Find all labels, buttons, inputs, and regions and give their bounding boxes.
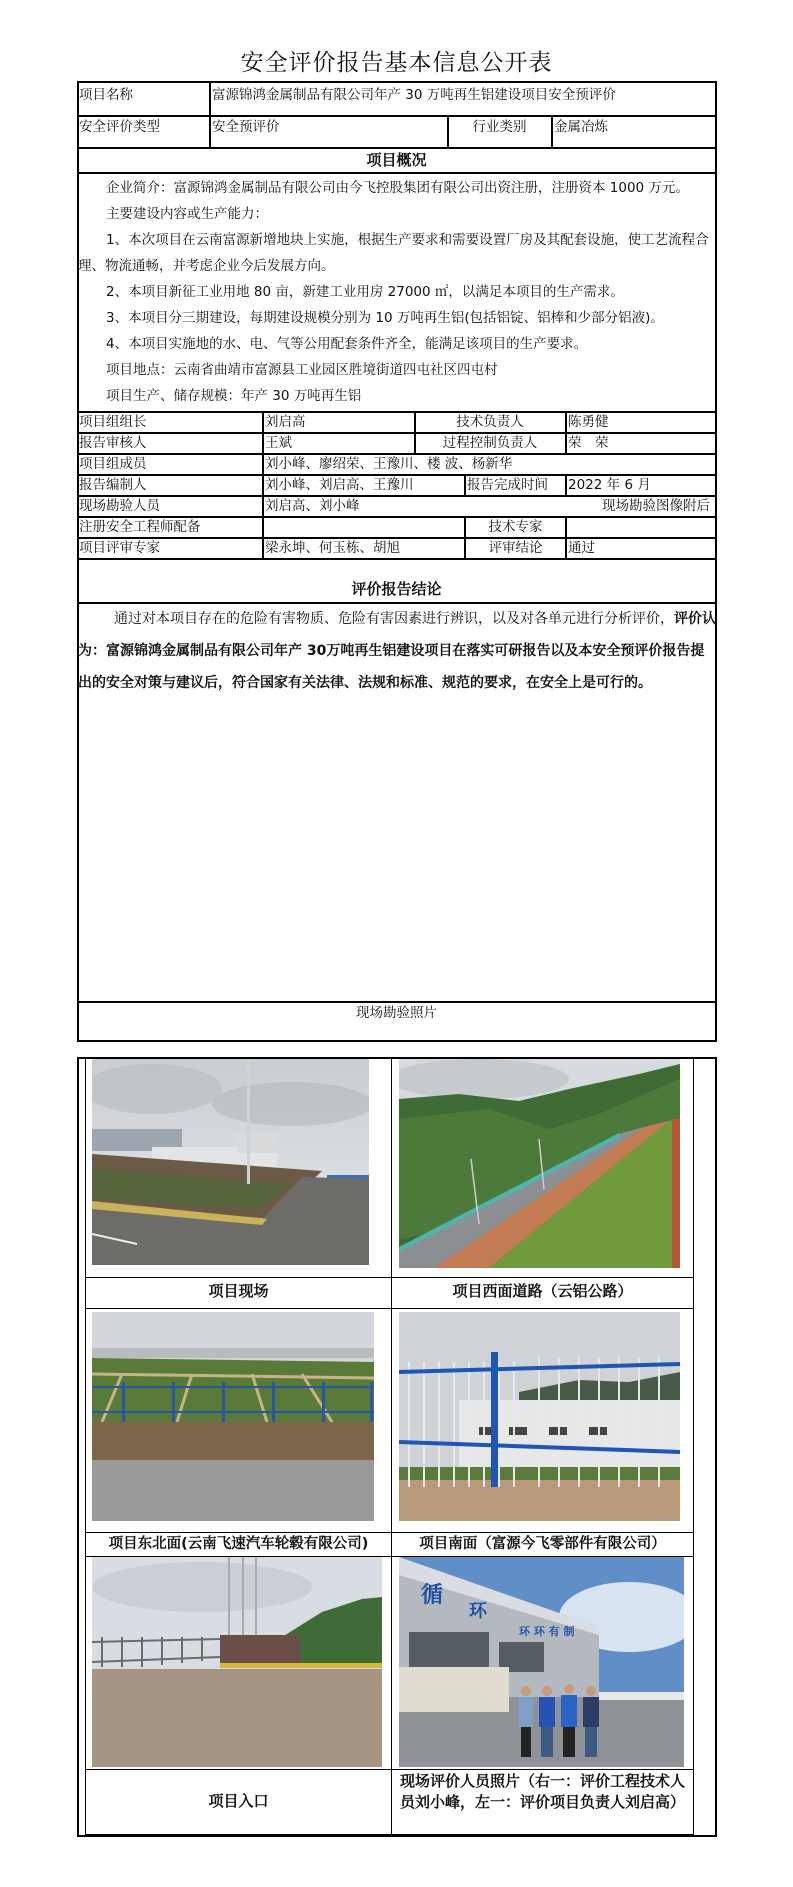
process-ctrl-value: 荣 荣 bbox=[568, 435, 609, 451]
photos-heading: 现场勘验照片 bbox=[356, 1005, 437, 1021]
leader-value: 刘启高 bbox=[265, 414, 306, 430]
reviewer-label: 报告审核人 bbox=[79, 435, 147, 451]
photo-caption: 项目现场 bbox=[208, 1282, 269, 1300]
project-name-value: 富源锦鸿金属制品有限公司年产 30 万吨再生铝建设项目安全预评价 bbox=[212, 87, 616, 103]
site-staff-value: 刘启高、刘小峰 bbox=[265, 498, 360, 514]
conclusion-body bbox=[78, 603, 716, 699]
industry-value: 金属冶炼 bbox=[554, 119, 608, 135]
completion-label: 报告完成时间 bbox=[467, 477, 548, 493]
overview-paragraph: 主要建设内容或生产能力： bbox=[106, 206, 268, 222]
photo-caption: 项目南面（富源今飞零部件有限公司） bbox=[419, 1536, 666, 1552]
completion-value: 2022 年 6 月 bbox=[568, 477, 651, 493]
conclusion-text: 通过对本项目存在的危险有害物质、危险有害因素进行辨识，以及对各单元进行分析评价， bbox=[114, 611, 674, 627]
review-result-label: 评审结论 bbox=[488, 540, 543, 556]
overview-body bbox=[78, 175, 715, 409]
review-result-value: 通过 bbox=[568, 540, 595, 556]
photo-staff bbox=[399, 1557, 684, 1767]
engineer-label: 注册安全工程师配备 bbox=[79, 519, 201, 535]
project-name-label: 项目名称 bbox=[79, 87, 133, 103]
overview-paragraph: 项目地点：云南省曲靖市富源县工业园区胜境街道四屯社区四屯村 bbox=[106, 362, 498, 378]
industry-label: 行业类别 bbox=[472, 119, 527, 135]
reviewer-value: 王斌 bbox=[265, 435, 292, 451]
overview-paragraph: 企业简介：富源锦鸿金属制品有限公司由今飞控股集团有限公司出资注册，注册资本 1000 万元。 bbox=[106, 180, 689, 196]
compiler-label: 报告编制人 bbox=[79, 477, 147, 493]
photo-caption: 现场评价人员照片（右一：评价工程技术人员刘小峰，左一：评价项目负责人刘启高） bbox=[399, 1772, 685, 1811]
members-label: 项目组成员 bbox=[79, 456, 147, 472]
overview-paragraph: 4、本项目实施地的水、电、气等公用配套条件齐全，能满足该项目的生产要求。 bbox=[106, 336, 588, 352]
review-experts-label: 项目评审专家 bbox=[79, 540, 160, 556]
site-images-note: 现场勘验图像附后 bbox=[602, 498, 710, 514]
svg-text:环: 环 bbox=[469, 1601, 487, 1622]
table-border-right bbox=[715, 81, 717, 1041]
members-value: 刘小峰、廖绍荣、王豫川、楼 波、杨新华 bbox=[265, 456, 513, 472]
table-border-top bbox=[77, 81, 717, 83]
photo-northeast bbox=[92, 1312, 374, 1521]
photo-south bbox=[399, 1312, 680, 1521]
tech-lead-value: 陈勇健 bbox=[568, 414, 609, 430]
tech-expert-label: 技术专家 bbox=[488, 519, 543, 535]
eval-type-value: 安全预评价 bbox=[212, 119, 280, 135]
overview-paragraph: 2、本项目新征工业用地 80 亩，新建工业用房 27000 ㎡，以满足本项目的生产需求。 bbox=[106, 284, 624, 300]
process-ctrl-label: 过程控制负责人 bbox=[442, 435, 538, 451]
overview-heading: 项目概况 bbox=[366, 151, 427, 169]
svg-text:环 环 有 制: 环 环 有 制 bbox=[519, 1625, 575, 1638]
photo-caption: 项目西面道路（云铝公路） bbox=[452, 1282, 633, 1300]
svg-text:循: 循 bbox=[421, 1583, 444, 1608]
photo-project-site bbox=[92, 1059, 369, 1265]
photo-caption: 项目入口 bbox=[208, 1792, 269, 1810]
photo-entrance bbox=[92, 1557, 382, 1767]
tech-lead-label: 技术负责人 bbox=[456, 414, 524, 430]
overview-paragraph: 3、本项目分三期建设，每期建设规模分别为 10 万吨再生铝(包括铝锭、铝棒和少部分铝液)。 bbox=[106, 310, 664, 326]
overview-paragraph: 项目生产、储存规模：年产 30 万吨再生铝 bbox=[106, 388, 362, 404]
overview-paragraph: 1、本次项目在云南富源新增地块上实施，根据生产要求和需要设置厂房及其配套设施，使工艺流程合理、物流通畅，并考虑企业今后发展方向。 bbox=[78, 232, 709, 274]
eval-type-label: 安全评价类型 bbox=[79, 119, 160, 135]
conclusion-text-bold: 评价认为：富源锦鸿金属制品有限公司年产 30万吨再生铝建设项目在落实可研报告以及本安全预评价报告提出的安全对策与建议后，符合国家有关法律、法规和标准、规范的要求，在安全上是可行的。 bbox=[78, 611, 716, 691]
leader-label: 项目组组长 bbox=[79, 414, 147, 430]
photo-west-road bbox=[399, 1059, 680, 1268]
review-experts-value: 梁永坤、何玉栋、胡旭 bbox=[265, 540, 400, 556]
photo-caption: 项目东北面(云南飞速汽车轮毂有限公司) bbox=[108, 1536, 369, 1552]
site-staff-label: 现场勘验人员 bbox=[79, 498, 160, 514]
table-border-bottom bbox=[77, 1040, 717, 1042]
compiler-value: 刘小峰、刘启高、王豫川 bbox=[265, 477, 414, 493]
document-title: 安全评价报告基本信息公开表 bbox=[240, 50, 553, 76]
conclusion-heading: 评价报告结论 bbox=[351, 580, 442, 598]
